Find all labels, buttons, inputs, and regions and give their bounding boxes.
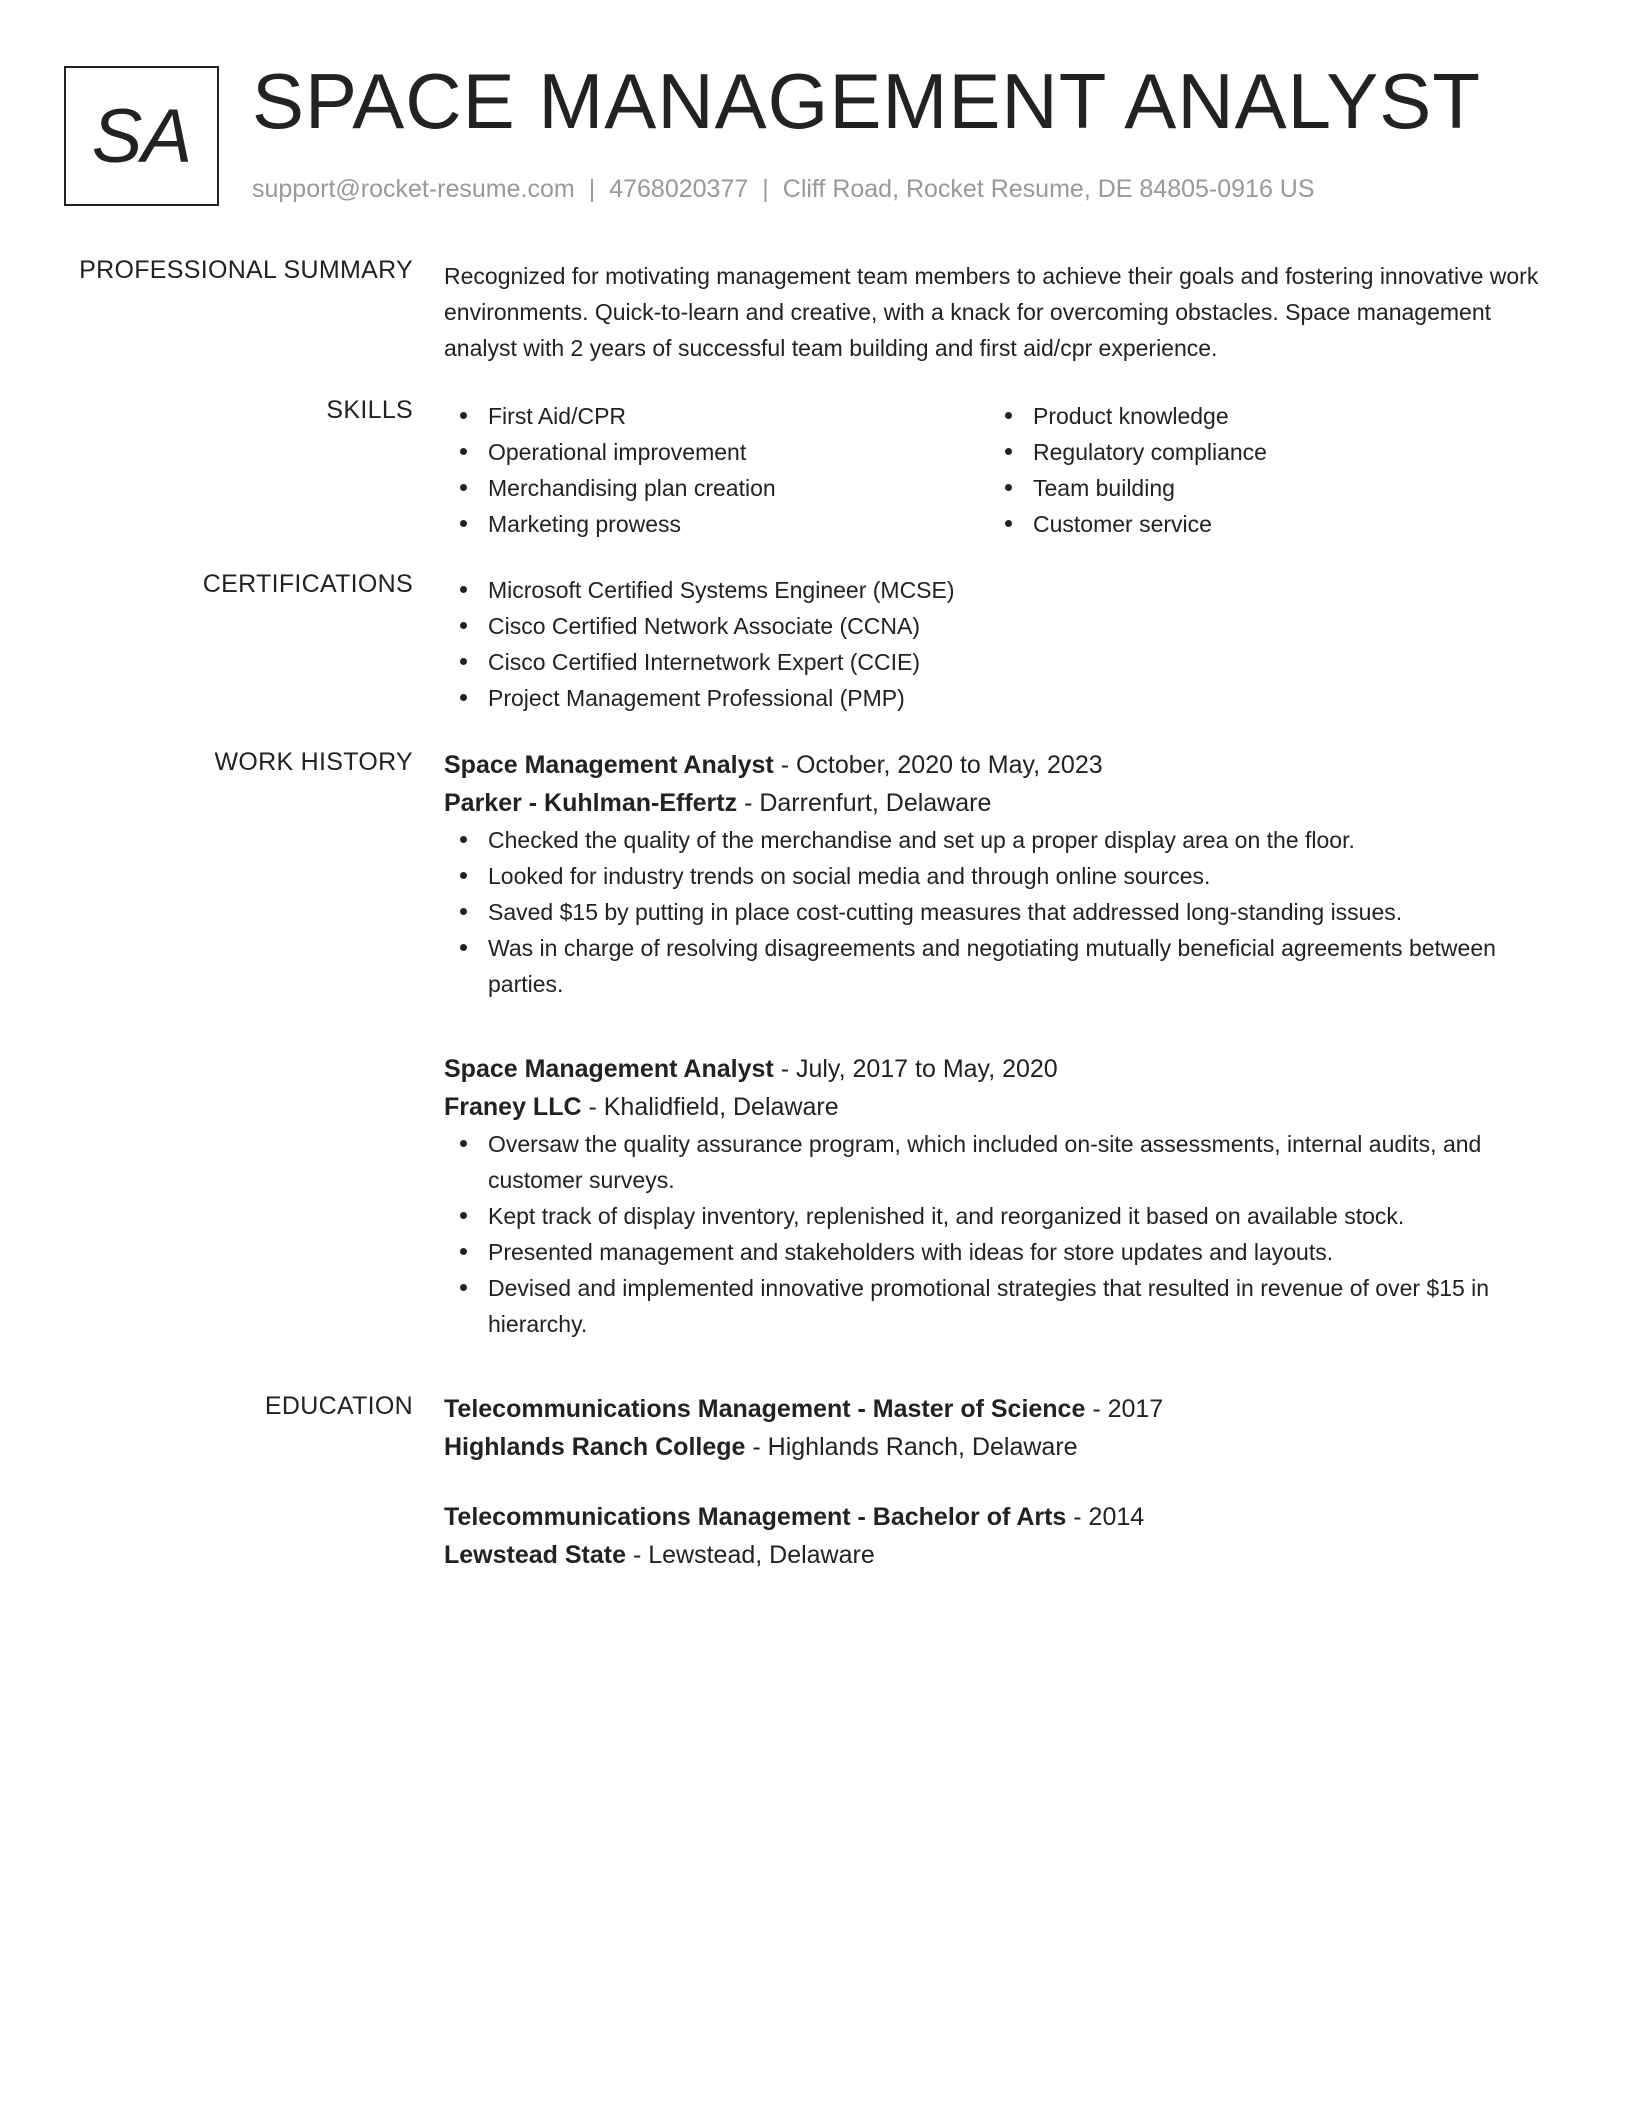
contact-phone[interactable]: 4768020377 [609,175,749,203]
school-line [444,1428,1559,1466]
job-dates: - October, 2020 to May, 2023 [773,751,1103,779]
job-location: - Darrenfurt, Delaware [737,789,992,817]
contact-line [252,175,1315,204]
certification-item: Cisco Certified Network Associate (CCNA) [444,608,1559,644]
job-bullet: Checked the quality of the merchandise and set up a proper display area on the floor. [444,822,1559,858]
job-bullet: Looked for industry trends on social media and through online sources. [444,858,1559,894]
skill-item: Customer service [989,506,1534,542]
skills-list-right [989,398,1534,542]
resume-title: SPACE MANAGEMENT ANALYST [252,57,1481,145]
monogram-text: SA [91,93,192,179]
skill-item: Operational improvement [444,434,989,470]
certification-item: Project Management Professional (PMP) [444,680,1559,716]
job-bullet: Oversaw the quality assurance program, which included on-site assessments, internal audits, and customer surveys. [444,1126,1559,1198]
monogram-badge [64,66,219,206]
contact-address: Cliff Road, Rocket Resume, DE 84805-0916 US [782,175,1315,203]
job-company: Parker - Kuhlman-Effertz [444,789,738,817]
education-entry [444,1498,1559,1574]
skill-item: Product knowledge [989,398,1534,434]
job-location: - Khalidfield, Delaware [581,1093,839,1121]
job-bullet: Saved $15 by putting in place cost-cutting measures that addressed long-standing issues. [444,894,1559,930]
certification-item: Cisco Certified Internetwork Expert (CCIE) [444,644,1559,680]
skill-item: Merchandising plan creation [444,470,989,506]
skill-item: Team building [989,470,1534,506]
school-name: Lewstead State [444,1541,627,1569]
certifications-list [444,572,1559,716]
certification-item: Microsoft Certified Systems Engineer (MCSE) [444,572,1559,608]
job-company-line [444,784,1559,822]
job-bullets [444,1126,1559,1342]
job-bullets [444,822,1559,1002]
job-company: Franey LLC [444,1093,582,1121]
skill-item: First Aid/CPR [444,398,989,434]
skills-list-left [444,398,989,542]
school-location: - Highlands Ranch, Delaware [745,1433,1078,1461]
job-bullet: Was in charge of resolving disagreements and negotiating mutually beneficial agreements between parties. [444,930,1559,1002]
job-title: Space Management Analyst [444,1055,774,1083]
section-heading: CERTIFICATIONS [202,570,413,598]
section-heading: WORK HISTORY [214,748,413,776]
education-entry [444,1390,1559,1466]
school-name: Highlands Ranch College [444,1433,746,1461]
section-heading: EDUCATION [264,1392,413,1420]
job-entry [444,1050,1559,1342]
skills-grid [444,398,1559,542]
section-heading: PROFESSIONAL SUMMARY [79,256,413,284]
job-title-line [444,746,1559,784]
job-dates: - July, 2017 to May, 2020 [773,1055,1058,1083]
degree-year: - 2017 [1085,1395,1164,1423]
job-bullet: Devised and implemented innovative promotional strategies that resulted in revenue of over $15 in hierarchy. [444,1270,1559,1342]
skill-item: Regulatory compliance [989,434,1534,470]
section-heading: SKILLS [326,396,413,424]
contact-email[interactable]: support@rocket-resume.com [252,175,575,203]
degree-line [444,1390,1559,1428]
job-bullet: Presented management and stakeholders with ideas for store updates and layouts. [444,1234,1559,1270]
summary-text: Recognized for motivating management team members to achieve their goals and fostering innovative work environments. Quick-to-learn and creative, with a knack for overcoming obstacles. Space management analyst with 2 years of successful team building and first aid/cpr experience. [444,263,1539,361]
job-company-line [444,1088,1559,1126]
contact-separator: | [588,175,596,203]
degree-line [444,1498,1559,1536]
job-entry [444,746,1559,1002]
degree-name: Telecommunications Management - Master of Science [444,1395,1086,1423]
job-title-line [444,1050,1559,1088]
school-location: - Lewstead, Delaware [626,1541,875,1569]
school-line [444,1536,1559,1574]
degree-name: Telecommunications Management - Bachelor of Arts [444,1503,1067,1531]
job-bullet: Kept track of display inventory, replenished it, and reorganized it based on available stock. [444,1198,1559,1234]
skill-item: Marketing prowess [444,506,989,542]
job-title: Space Management Analyst [444,751,774,779]
degree-year: - 2014 [1066,1503,1145,1531]
contact-separator: | [762,175,769,203]
